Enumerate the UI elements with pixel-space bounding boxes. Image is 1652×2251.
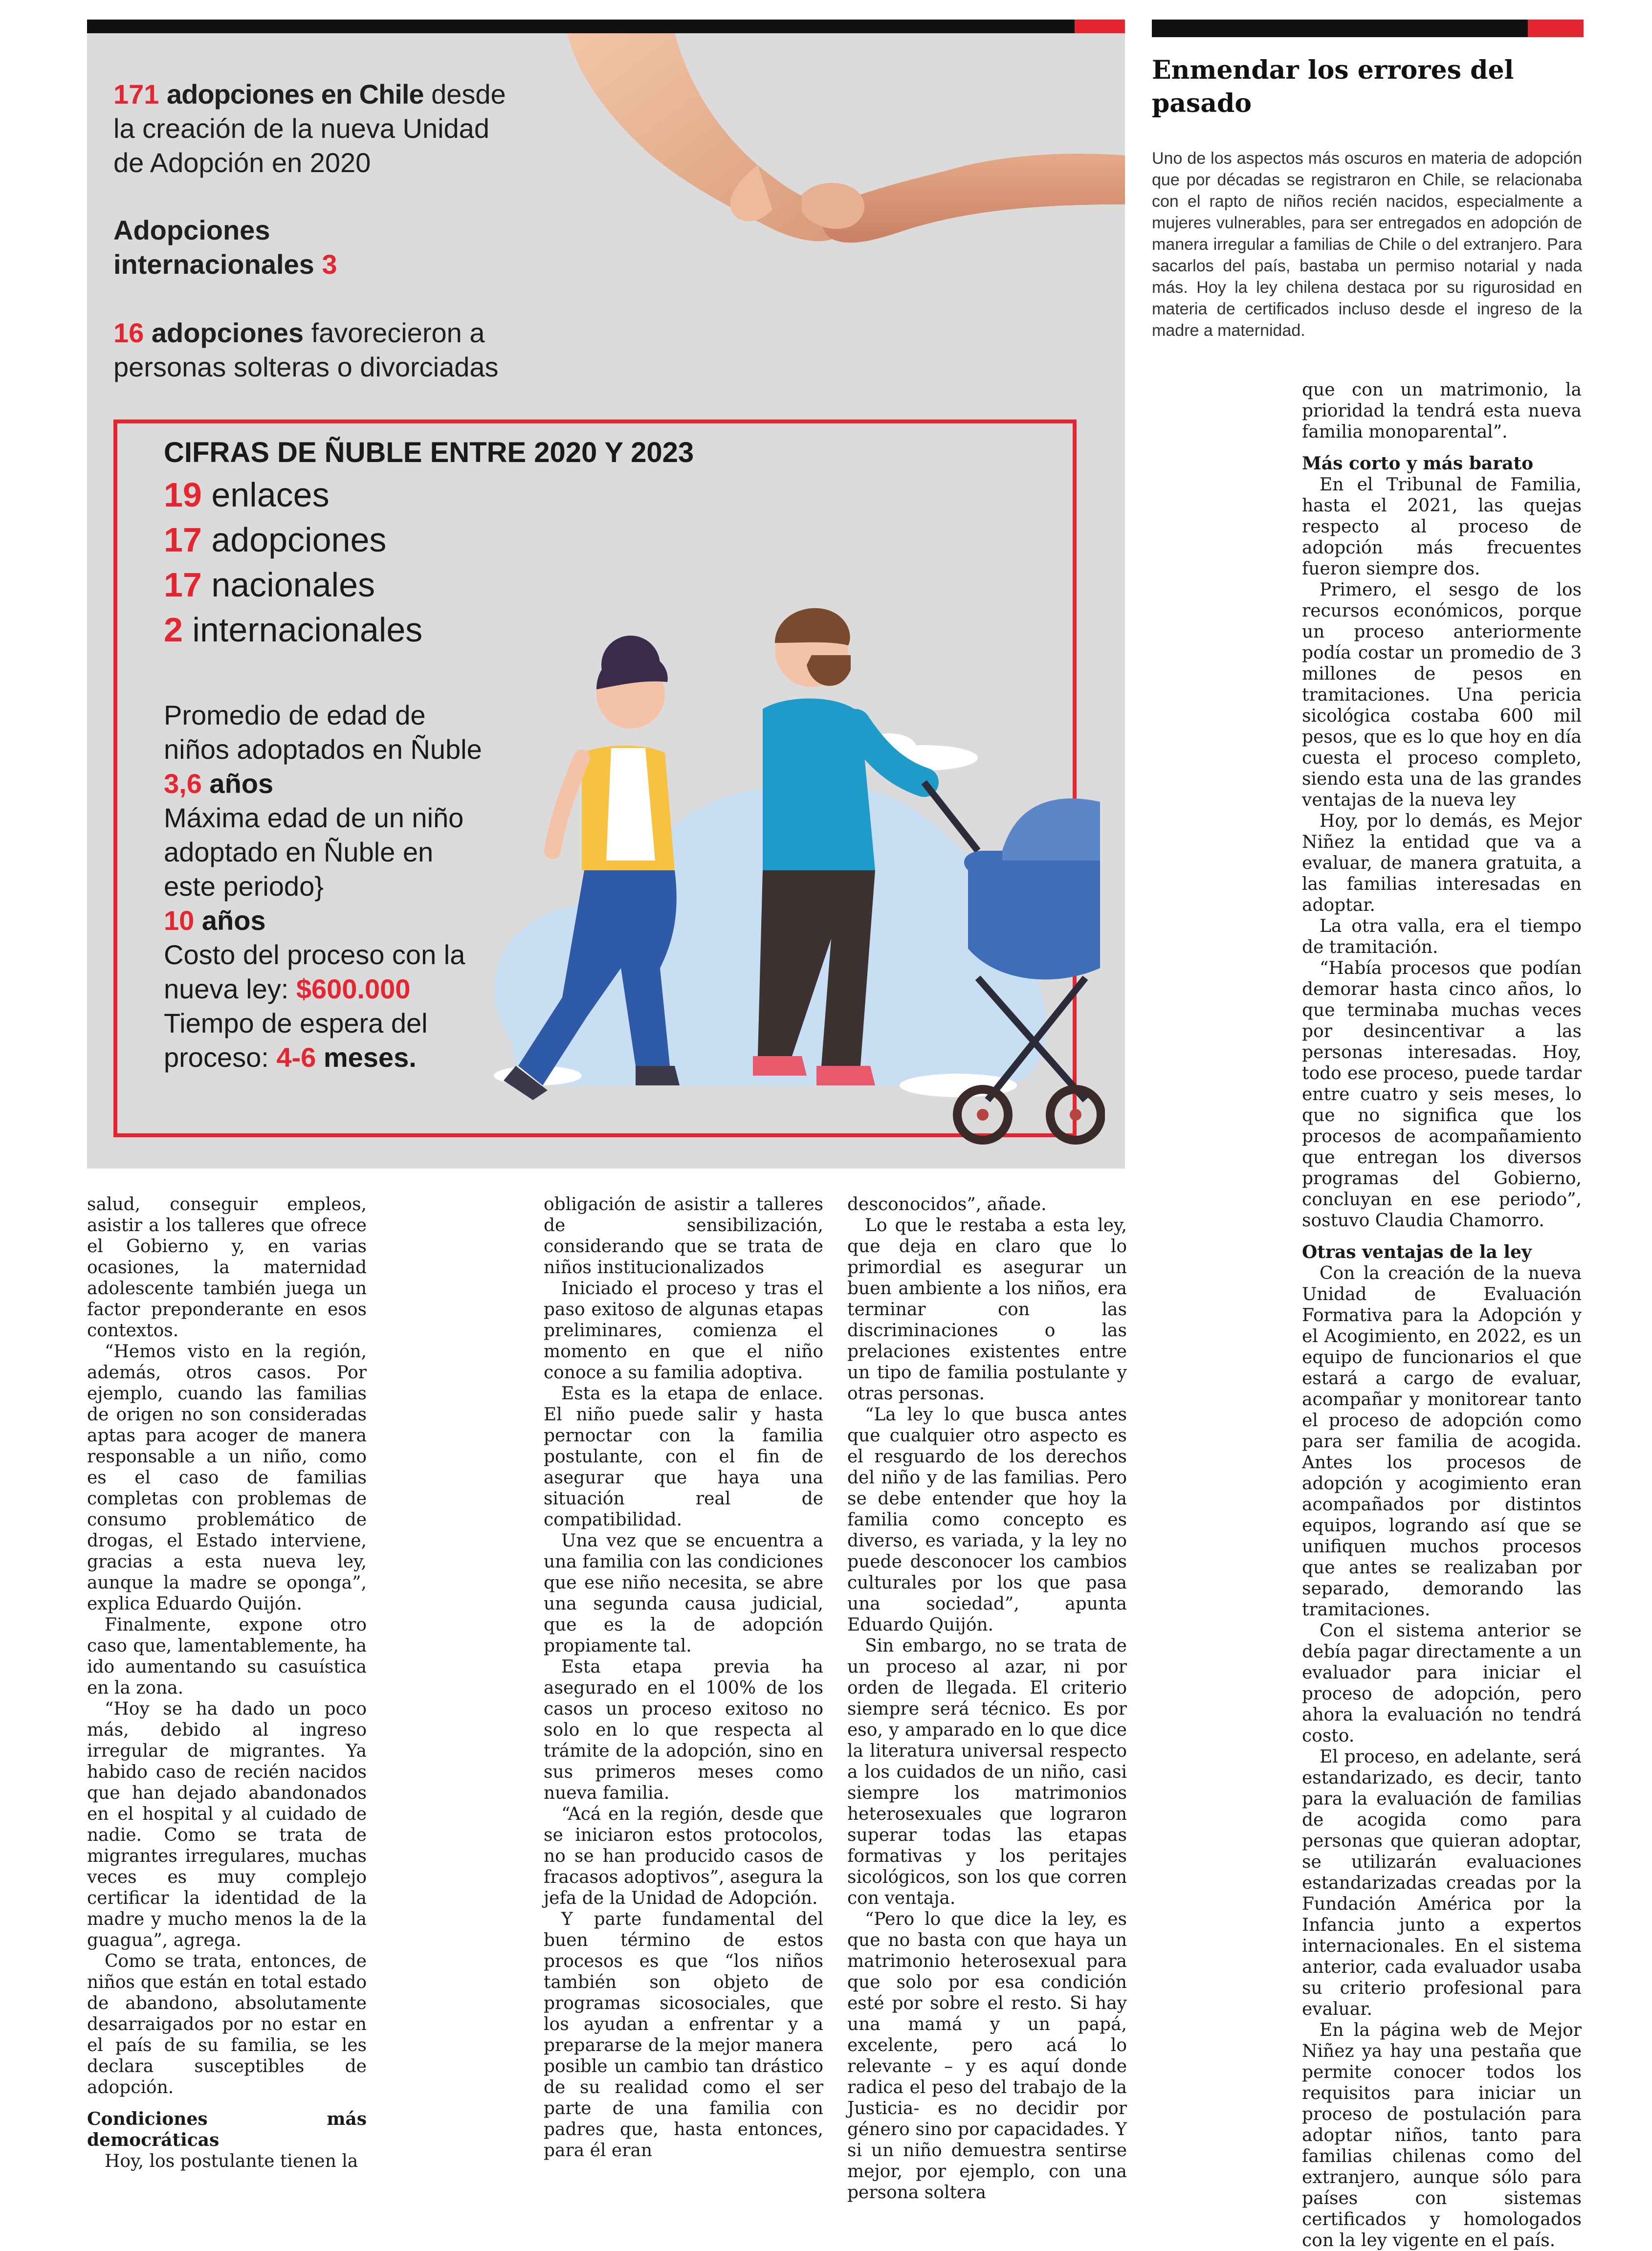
box-stat-national-number: 17 xyxy=(164,566,202,604)
paragraph: Y parte fundamental del buen término de estos procesos es que “los niños también son objeto de programas sicosociales, que los ayudan a enfrentar y a prepararse de la mejor manera posible un cambio tan drástico de su realidad como el ser parte de una familia con padres que, hasta entonces, para él eran xyxy=(544,1909,823,2161)
max-age-unit: años xyxy=(194,905,266,936)
stat-total-bold: adopciones en Chile xyxy=(167,79,424,110)
stat-single-number: 16 xyxy=(113,317,144,348)
stat-total-adoptions xyxy=(113,77,514,180)
article-column-3 xyxy=(847,1194,1127,2203)
stat-single-rest: favorecieron a personas solteras o divorciadas xyxy=(113,317,499,382)
wait-line xyxy=(164,1006,486,1075)
paragraph: Hoy, los postulante tienen la xyxy=(105,2151,358,2171)
max-age-number: 10 xyxy=(164,905,195,936)
article-column-1 xyxy=(87,1194,367,2172)
wait-unit: meses. xyxy=(316,1042,417,1073)
box-heading: CIFRAS DE ÑUBLE ENTRE 2020 Y 2023 xyxy=(164,437,694,468)
paragraph: Con la creación de la nueva Unidad de Evaluación Formativa para la Adopción y el Acogimiento, en 2022, es un equipo de funcionarios el que estará a cargo de evaluar, acompañar y monitorear tanto el proceso de adopción como para ser familia de acogida. Antes los procesos de adopción y acogimiento eran acompañados por distintos equipos, logrando así que se unifiquen muchos procesos que antes se realizaban por separado, demorando las tramitaciones. xyxy=(1302,1263,1582,1620)
paragraph: “Hoy se ha dado un poco más, debido al ingreso irregular de migrantes. Ya habido caso de recién nacidos que han dejado abandonados en el hospital y al cuidado de nadie. Como se trata de migrantes irregulares, muchas veces es muy complejo certificar la identidad de la madre y mucho menos la de la guagua”, agrega. xyxy=(87,1699,367,1950)
holding-hands-image xyxy=(528,33,1125,327)
paragraph: “La ley lo que busca antes que cualquier otro aspecto es el resguardo de los derechos del niño y de las familias. Pero se debe entender que hoy la familia como concepto es diverso, es variada, y la ley no puede desconocer los cambios culturales por los que pasa una sociedad”, apunta Eduardo Quijón. xyxy=(847,1405,1127,1635)
paragraph: “Hemos visto en la región, además, otros casos. Por ejemplo, cuando las familias de origen no son consideradas aptas para acoger de manera responsable a un niño, como es el caso de familias completas con problemas de consumo problemático de drogas, el Estado interviene, gracias a esta nueva ley, aunque la madre se oponga”, explica Eduardo Quijón. xyxy=(87,1342,367,1614)
sidebar-body: Uno de los aspectos más oscuros en materia de adopción que por décadas se registraron en Chile, se relacionaba con el rapto de niños recién nacidos, especialmente a mujeres vulnerables, para ser entregados en adopción de manera irregular a familias de Chile o del extranjero. Para sacarlos del país, bastaba un permiso notarial y nada más. Hoy la ley chilena destaca por su rigurosidad en materia de certificados incluso desde el ingreso de la madre a maternidad. xyxy=(1152,149,1582,340)
max-age-label: Máxima edad de un niño adoptado en Ñuble en este periodo} xyxy=(164,802,464,902)
subheading: Otras ventajas de la ley xyxy=(1302,1242,1532,1262)
paragraph: En el Tribunal de Familia, hasta el 2021, las quejas respecto al proceso de adopción más frecuentes fueron siempre dos. xyxy=(1302,475,1582,579)
article-column-4-top xyxy=(1302,379,1582,2251)
paragraph: En la página web de Mejor Niñez ya hay una pestaña que permite conocer todos los requisitos para iniciar un proceso de postulación para adoptar niños, tanto para familias chilenas como del extranjero, aunque sólo para países con sistemas certificados y homologados con la ley vigente en el país. xyxy=(1302,2020,1582,2251)
stat-international-label: Adopciones internacionales xyxy=(113,215,314,280)
paragraph: Como se trata, entonces, de niños que están en total estado de abandono, absolutamente desarraigados por no estar en el país de su familia, se les declara susceptibles de adopción. xyxy=(87,1951,367,2097)
paragraph: Esta etapa previa ha asegurado en el 100% de los casos un proceso exitoso no solo en lo que respecta al trámite de la adopción, sino en sus primeros meses como nueva familia. xyxy=(544,1657,823,1803)
paragraph: Una vez que se encuentra a una familia con las condiciones que ese niño necesita, se abre una segunda causa judicial, que es la de adopción propiamente tal. xyxy=(544,1531,823,1656)
paragraph: Primero, el sesgo de los recursos económicos, porque un proceso anteriormente podía costar un promedio de 3 millones de pesos en tramitaciones. Una pericia sicológica costaba 600 mil pesos, que es lo que hoy en día cuesta el proceso completo, siendo esta una de las grandes ventajas de la nueva ley xyxy=(1302,580,1582,810)
avg-age-unit: años xyxy=(201,768,274,799)
stat-total-rest: desde la creación de la nueva Unidad de Adopción en 2020 xyxy=(113,79,506,178)
paragraph: obligación de asistir a talleres de sensibilización, considerando que se trata de niños institucionalizados xyxy=(544,1194,823,1278)
avg-age-value xyxy=(164,767,486,801)
box-stat-links xyxy=(164,472,422,517)
box-stat-links-label: enlaces xyxy=(201,476,330,514)
top-rule-side-accent xyxy=(1528,20,1584,37)
subheading: Condiciones más democráticas xyxy=(87,2109,367,2150)
stat-international-number: 3 xyxy=(322,249,337,280)
avg-age-number: 3,6 xyxy=(164,768,202,799)
box-stat-international xyxy=(164,607,422,652)
stat-single-bold: adopciones xyxy=(151,317,304,348)
paragraph: salud, conseguir empleos, asistir a los talleres que ofrece el Gobierno y, en varias ocasiones, la maternidad adolescente también juega un factor preponderante en esos contextos. xyxy=(87,1194,367,1341)
box-stat-national xyxy=(164,562,422,607)
box-stat-national-label: nacionales xyxy=(201,566,375,604)
family-stroller-illustration xyxy=(469,596,1105,1169)
paragraph: Finalmente, expone otro caso que, lamentablemente, ha ido aumentando su casuística en la zona. xyxy=(87,1615,367,1698)
paragraph: Esta es la etapa de enlace. El niño puede salir y hasta pernoctar con la familia postulante, con el fin de asegurar que haya una situación real de compatibilidad. xyxy=(544,1384,823,1530)
max-age-value xyxy=(164,904,486,938)
cost-line xyxy=(164,938,486,1006)
sidebar-title: Enmendar los errores del pasado xyxy=(1152,55,1514,118)
paragraph: “Pero lo que dice la ley, es que no basta con que haya un matrimonio heterosexual para que solo por esa condición esté por sobre el resto. Si hay una mamá y un papá, excelente, pero acá lo relevante – y es aquí donde radica el peso del trabajo de la Justicia- es no decidir por género sino por capacidades. Y si un niño demuestra sentirse mejor, por ejemplo, con una persona soltera xyxy=(847,1909,1127,2203)
paragraph: La otra valla, era el tiempo de tramitación. xyxy=(1302,916,1582,957)
paragraph: “Había procesos que podían demorar hasta cinco años, lo que terminaba muchas veces por desincentivar a las personas interesadas. Hoy, todo ese proceso, puede tardar entre cuatro y seis meses, lo que no significa que los procesos de acompañamiento que entregan los diversos programas del Gobierno, concluyan en ese periodo”, sostuvo Claudia Chamorro. xyxy=(1302,958,1582,1231)
box-stat-adoptions xyxy=(164,517,422,562)
top-rule-side xyxy=(1152,20,1528,37)
paragraph: El proceso, en adelante, será estandarizado, es decir, tanto para la evaluación de familias de acogida como para personas que quieran adoptar, se utilizarán evaluaciones estandarizadas creadas por la Fundación América por la Infancia junto a expertos internacionales. En el sistema anterior, cada evaluador usaba su criterio profesional para evaluar. xyxy=(1302,1747,1582,2019)
paragraph: desconocidos”, añade. xyxy=(847,1194,1047,1214)
paragraph: Iniciado el proceso y tras el paso exitoso de algunas etapas preliminares, comienza el momento en que el niño conoce a su familia adoptiva. xyxy=(544,1279,823,1383)
box-stat-international-number: 2 xyxy=(164,611,183,649)
box-stat-links-number: 19 xyxy=(164,476,202,514)
avg-age-label: Promedio de edad de niños adoptados en Ñuble xyxy=(164,700,482,765)
wait-label: Tiempo de espera del proceso: xyxy=(164,1008,428,1073)
stat-single-parents xyxy=(113,316,514,384)
stat-total-number: 171 xyxy=(113,79,159,110)
cost-label: Costo del proceso con la nueva ley: xyxy=(164,939,465,1004)
paragraph: “Acá en la región, desde que se iniciaron estos protocolos, no se han producido casos de fracasos adoptivos”, asegura la jefa de la Unidad de Adopción. xyxy=(544,1804,823,1908)
paragraph: Sin embargo, no se trata de un proceso al azar, ni por orden de llegada. El criterio siempre será técnico. Es por eso, y amparado en lo que dice la literatura universal respecto a los cuidados de un niño, casi siempre los matrimonios heterosexuales que lograron superar todas las etapas formativas y los peritajes sicológicos, son los que corren con ventaja. xyxy=(847,1636,1127,1908)
box-stat-adoptions-label: adopciones xyxy=(201,521,387,559)
paragraph: Lo que le restaba a esta ley, que deja en claro que lo primordial es asegurar un buen ambiente a los niños, era terminar con las discriminaciones o las prelaciones existentes entre un tipo de familia postulante y otras personas. xyxy=(847,1215,1127,1404)
paragraph: Hoy, por lo demás, es Mejor Niñez la entidad que va a evaluar, de manera gratuita, a las familias interesadas en adoptar. xyxy=(1302,811,1582,915)
paragraph: Con el sistema anterior se debía pagar directamente a un evaluador para iniciar el proceso de adopción, pero ahora la evaluación no tendrá costo. xyxy=(1302,1621,1582,1746)
cost-value: $600.000 xyxy=(296,973,411,1004)
subheading: Más corto y más barato xyxy=(1302,453,1534,474)
paragraph: que con un matrimonio, la prioridad la tendrá esta nueva familia monoparental”. xyxy=(1302,380,1582,442)
box-details xyxy=(164,698,486,1075)
wait-value: 4-6 xyxy=(276,1042,316,1073)
article-column-2 xyxy=(544,1194,823,2161)
box-stat-international-label: internacionales xyxy=(182,611,423,649)
box-stat-list xyxy=(164,472,422,652)
stat-international xyxy=(113,213,387,282)
box-stat-adoptions-number: 17 xyxy=(164,521,202,559)
